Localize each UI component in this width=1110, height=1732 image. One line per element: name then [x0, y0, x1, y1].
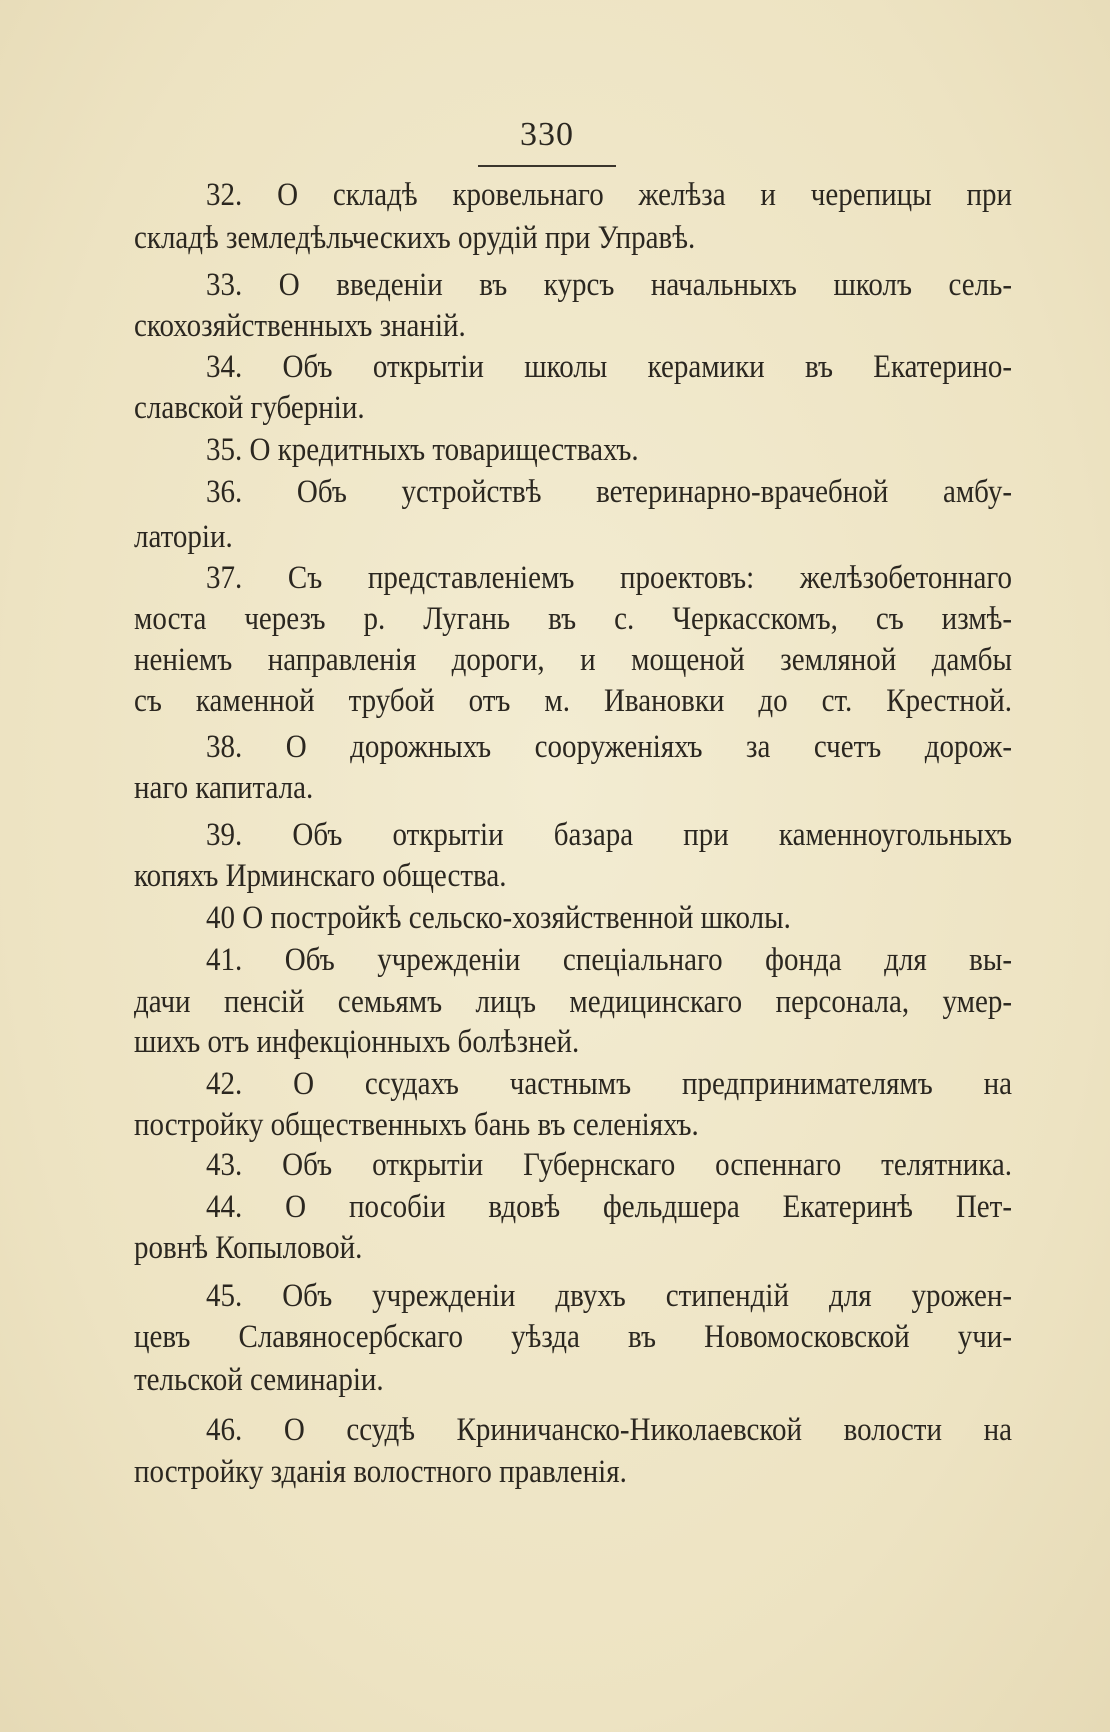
item-38-line: 38. О дорожныхъ сооруженіяхъ за счетъ дорож- [206, 729, 1012, 765]
item-37-line: неніемъ направленія дороги, и мощеной земляной дамбы [134, 642, 1012, 678]
item-39-line: 39. Объ открытіи базара при каменноугольныхъ [206, 817, 1012, 853]
item-32-line: 32. О складѣ кровельнаго желѣза и черепицы при [206, 177, 1012, 213]
page-number-rule [478, 165, 616, 167]
item-41-line: шихъ отъ инфекціонныхъ болѣзней. [134, 1024, 580, 1060]
item-42-line: 42. О ссудахъ частнымъ предпринимателямъ на [206, 1066, 1012, 1102]
item-35-line: 35. О кредитныхъ товариществахъ. [206, 432, 639, 468]
item-45-line: тельской семинаріи. [134, 1362, 384, 1398]
item-33-line: скохозяйственныхъ знаній. [134, 308, 466, 344]
item-44-line: ровнѣ Копыловой. [134, 1230, 363, 1266]
item-42-line: постройку общественныхъ бань въ селеніяхъ. [134, 1107, 699, 1143]
page-number: 330 [520, 116, 574, 153]
item-37-line: моста черезъ р. Лугань въ с. Черкасскомъ, съ измѣ- [134, 601, 1012, 637]
item-33-line: 33. О введеніи въ курсъ начальныхъ школъ сель- [206, 267, 1012, 303]
item-43-line: 43. Объ открытіи Губернскаго оспеннаго телятника. [206, 1147, 1012, 1183]
item-45-line: цевъ Славяносербскаго уѣзда въ Новомосковской учи- [134, 1319, 1012, 1355]
item-45-line: 45. Объ учрежденіи двухъ стипендій для урожен- [206, 1278, 1012, 1314]
item-41-line: дачи пенсій семьямъ лицъ медицинскаго персонала, умер- [134, 984, 1012, 1020]
item-44-line: 44. О пособіи вдовѣ фельдшера Екатеринѣ Пет- [206, 1189, 1012, 1225]
item-34-line: славской губерніи. [134, 390, 365, 426]
item-32-line: складѣ земледѣльческихъ орудій при Управѣ. [134, 220, 696, 256]
item-46-line: 46. О ссудѣ Криничанско-Николаевской волости на [206, 1412, 1012, 1448]
item-36-line: 36. Объ устройствѣ ветеринарно-врачебной амбу- [206, 474, 1012, 510]
item-37-line: съ каменной трубой отъ м. Ивановки до ст. Крестной. [134, 683, 1012, 719]
item-39-line: копяхъ Ирминскаго общества. [134, 858, 507, 894]
item-36-line: латоріи. [134, 519, 233, 555]
item-46-line: постройку зданія волостного правленія. [134, 1454, 627, 1490]
item-41-line: 41. Объ учрежденіи спеціальнаго фонда для вы- [206, 942, 1012, 978]
item-40-line: 40 О постройкѣ сельско-хозяйственной школы. [206, 900, 791, 936]
item-38-line: наго капитала. [134, 770, 314, 806]
item-34-line: 34. Объ открытіи школы керамики въ Екатерино- [206, 349, 1012, 385]
item-37-line: 37. Съ представленіемъ проектовъ: желѣзобетоннаго [206, 560, 1012, 596]
